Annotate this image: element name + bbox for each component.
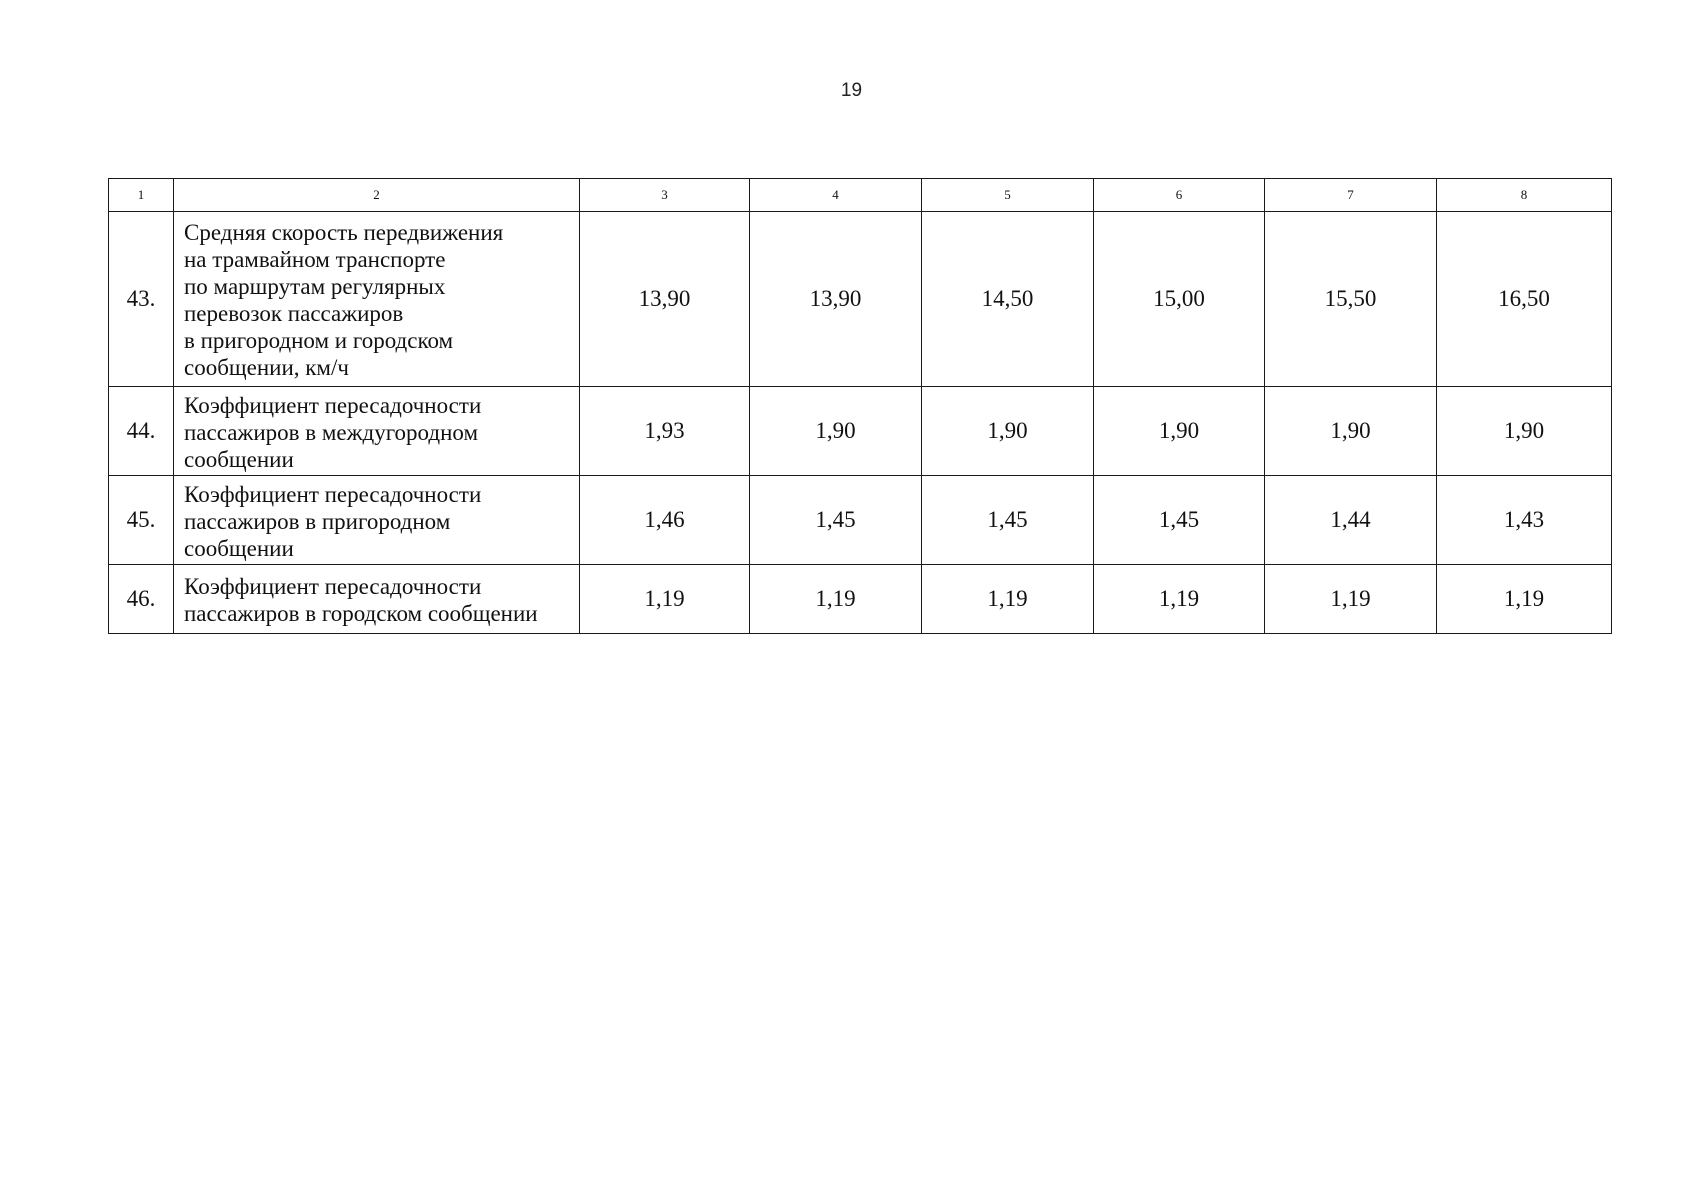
row-number: 43. bbox=[109, 212, 174, 387]
indicator-name-line: сообщении bbox=[184, 535, 294, 561]
value-cell: 1,46 bbox=[580, 476, 750, 565]
indicator-name-line: сообщении bbox=[184, 446, 294, 472]
indicator-name-line: Коэффициент пересадочности bbox=[184, 481, 482, 507]
value-cell: 1,44 bbox=[1265, 476, 1437, 565]
indicator-name-line: пассажиров в городском сообщении bbox=[184, 601, 538, 626]
value-cell: 1,19 bbox=[1094, 565, 1265, 634]
row-number: 46. bbox=[109, 565, 174, 634]
value-cell: 13,90 bbox=[580, 212, 750, 387]
value-cell: 1,19 bbox=[1265, 565, 1437, 634]
indicator-name-line: Коэффициент пересадочности bbox=[184, 392, 482, 418]
data-table bbox=[108, 178, 1612, 634]
value-cell: 1,93 bbox=[580, 387, 750, 476]
indicator-name bbox=[174, 387, 580, 476]
value-cell: 13,90 bbox=[750, 212, 922, 387]
column-number-3: 3 bbox=[580, 179, 750, 212]
indicator-name-line: по маршрутам регулярных bbox=[184, 274, 446, 299]
value-cell: 1,19 bbox=[922, 565, 1094, 634]
row-number: 45. bbox=[109, 476, 174, 565]
table-row bbox=[109, 476, 1612, 565]
indicator-name bbox=[174, 565, 580, 634]
value-cell: 16,50 bbox=[1437, 212, 1612, 387]
value-cell: 1,19 bbox=[750, 565, 922, 634]
value-cell: 1,90 bbox=[1437, 387, 1612, 476]
indicator-name-line: на трамвайном транспорте bbox=[184, 247, 446, 272]
indicator-name-line: пассажиров в междугородном bbox=[184, 419, 479, 445]
value-cell: 1,45 bbox=[750, 476, 922, 565]
column-number-7: 7 bbox=[1265, 179, 1437, 212]
value-cell: 1,90 bbox=[750, 387, 922, 476]
value-cell: 1,90 bbox=[1265, 387, 1437, 476]
column-number-4: 4 bbox=[750, 179, 922, 212]
value-cell: 15,50 bbox=[1265, 212, 1437, 387]
table-row bbox=[109, 212, 1612, 387]
indicator-name-line: Средняя скорость передвижения bbox=[184, 220, 504, 245]
value-cell: 14,50 bbox=[922, 212, 1094, 387]
indicator-name bbox=[174, 212, 580, 387]
value-cell: 1,19 bbox=[580, 565, 750, 634]
column-number-2: 2 bbox=[174, 179, 580, 212]
value-cell: 1,45 bbox=[1094, 476, 1265, 565]
table-row bbox=[109, 387, 1612, 476]
value-cell: 1,43 bbox=[1437, 476, 1612, 565]
row-number: 44. bbox=[109, 387, 174, 476]
column-number-6: 6 bbox=[1094, 179, 1265, 212]
column-number-8: 8 bbox=[1437, 179, 1612, 212]
indicator-name-line: перевозок пассажиров bbox=[184, 301, 404, 326]
value-cell: 15,00 bbox=[1094, 212, 1265, 387]
column-number-1: 1 bbox=[109, 179, 174, 212]
indicator-name-line: сообщении, км/ч bbox=[184, 355, 349, 380]
indicator-name-line: в пригородном и городском bbox=[184, 328, 454, 353]
page-number: 19 bbox=[840, 80, 863, 101]
indicator-name-line: пассажиров в пригородном bbox=[184, 508, 451, 534]
value-cell: 1,45 bbox=[922, 476, 1094, 565]
indicator-name-line: Коэффициент пересадочности bbox=[184, 574, 482, 599]
column-number-row bbox=[109, 179, 1612, 212]
value-cell: 1,90 bbox=[1094, 387, 1265, 476]
column-number-5: 5 bbox=[922, 179, 1094, 212]
indicator-name bbox=[174, 476, 580, 565]
value-cell: 1,90 bbox=[922, 387, 1094, 476]
value-cell: 1,19 bbox=[1437, 565, 1612, 634]
table-row bbox=[109, 565, 1612, 634]
